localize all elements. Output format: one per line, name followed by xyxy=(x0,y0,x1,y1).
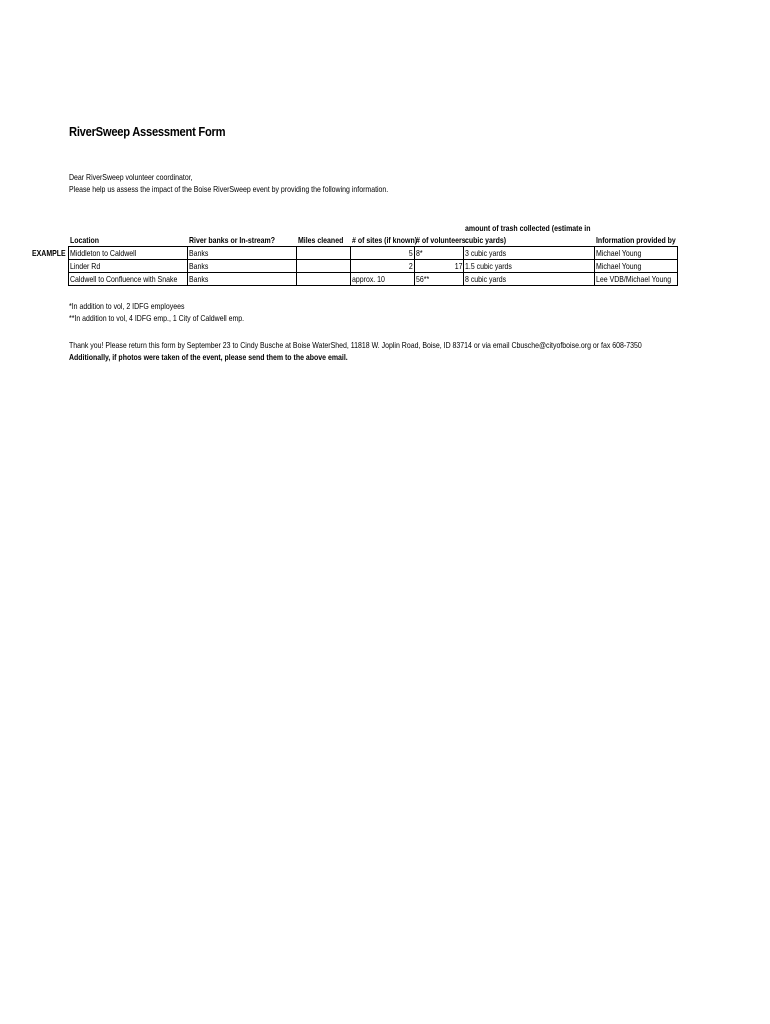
footnote-2: **In addition to vol, 4 IDFG emp., 1 City of Caldwell emp. xyxy=(69,313,245,323)
cell-volunteers: 56** xyxy=(416,274,430,284)
table-rule xyxy=(414,246,415,286)
table-rule xyxy=(68,259,678,260)
table-rule xyxy=(68,246,69,286)
photo-request: Additionally, if photos were taken of the event, please send them to the above email. xyxy=(69,352,348,362)
header-trash-line1: amount of trash collected (estimate in xyxy=(465,223,591,233)
cell-sites: approx. 10 xyxy=(352,274,385,284)
header-volunteers: # of volunteers xyxy=(416,235,466,245)
cell-river-banks: Banks xyxy=(189,248,209,258)
header-provided-by: Information provided by xyxy=(596,235,676,245)
table-rule xyxy=(463,246,464,286)
table-rule xyxy=(187,246,188,286)
cell-volunteers: 17 xyxy=(454,261,462,271)
cell-provided-by: Michael Young xyxy=(596,261,642,271)
cell-volunteers: 8* xyxy=(416,248,423,258)
table-rule xyxy=(677,246,678,286)
cell-river-banks: Banks xyxy=(189,261,209,271)
cell-trash: 3 cubic yards xyxy=(465,248,507,258)
table-rule xyxy=(594,246,595,286)
header-river-banks: River banks or In-stream? xyxy=(189,235,275,245)
header-location: Location xyxy=(70,235,100,245)
header-sites: # of sites (if known) xyxy=(352,235,418,245)
example-label: EXAMPLE xyxy=(32,248,66,258)
table-rule xyxy=(350,246,351,286)
cell-provided-by: Michael Young xyxy=(596,248,642,258)
instructions-text: Please help us assess the impact of the Boise RiverSweep event by providing the following information. xyxy=(69,184,389,194)
cell-location: Caldwell to Confluence with Snake xyxy=(70,274,178,284)
footnote-1: *In addition to vol, 2 IDFG employees xyxy=(69,301,185,311)
cell-trash: 1.5 cubic yards xyxy=(465,261,512,271)
cell-location: Middleton to Caldwell xyxy=(70,248,137,258)
greeting-text: Dear RiverSweep volunteer coordinator, xyxy=(69,172,193,182)
return-instructions: Thank you! Please return this form by September 23 to Cindy Busche at Boise WaterShed, 11818 W. Joplin Road, Boise, ID 83714 or via email Cbusche@cityofboise.org or fax 608-7350 xyxy=(69,340,642,350)
table-rule xyxy=(68,285,678,286)
table-rule xyxy=(296,246,297,286)
table-rule xyxy=(68,246,678,247)
cell-trash: 8 cubic yards xyxy=(465,274,507,284)
header-trash-line2: cubic yards) xyxy=(465,235,507,245)
cell-provided-by: Lee VDB/Michael Young xyxy=(596,274,672,284)
page-title: RiverSweep Assessment Form xyxy=(69,124,226,139)
cell-sites: 2 xyxy=(409,261,413,271)
header-miles: Miles cleaned xyxy=(298,235,344,245)
table-rule xyxy=(68,272,678,273)
cell-river-banks: Banks xyxy=(189,274,209,284)
cell-sites: 5 xyxy=(409,248,413,258)
cell-location: Linder Rd xyxy=(70,261,101,271)
